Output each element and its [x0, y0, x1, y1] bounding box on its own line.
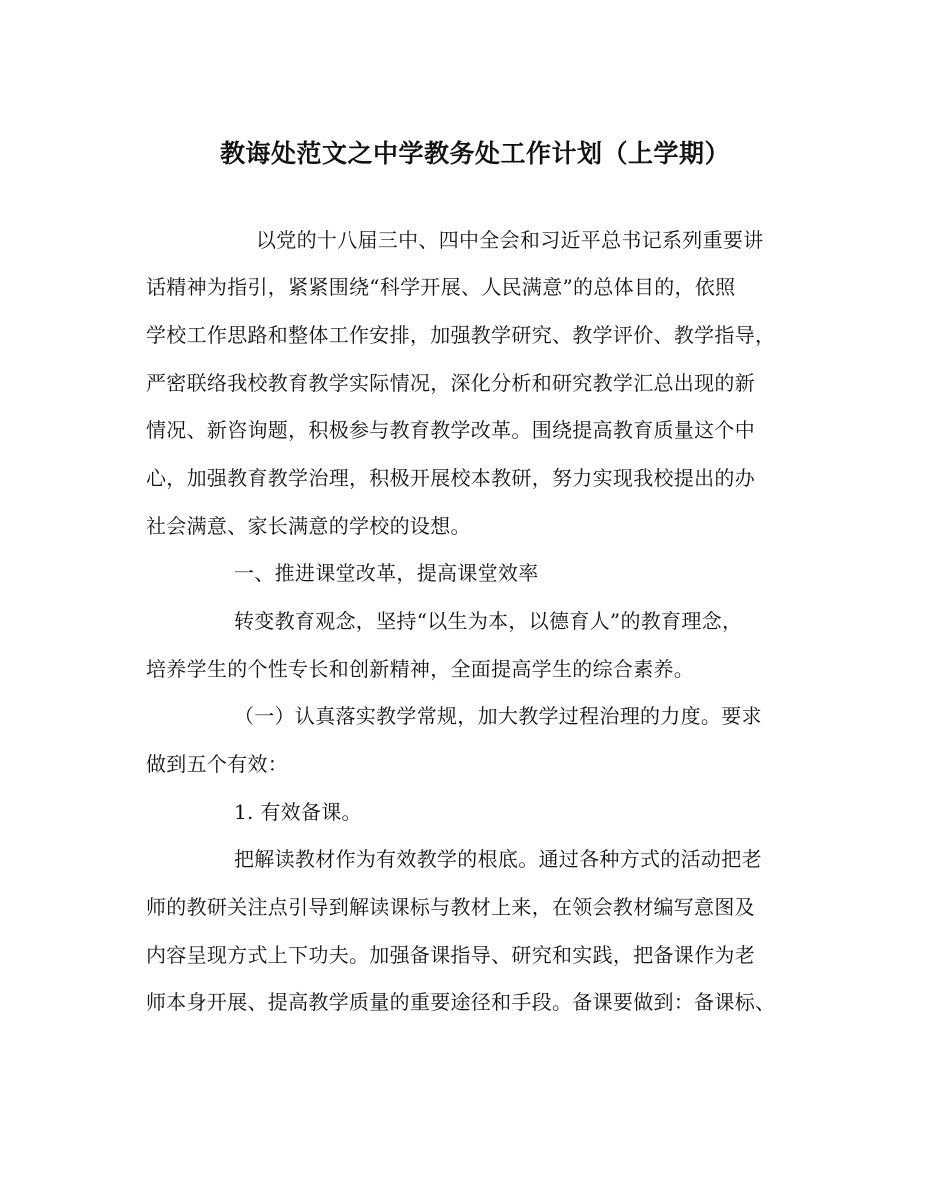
paragraph-line: 学校工作思路和整体工作安排，加强教学研究、教学评价、教学指导， [146, 323, 776, 347]
paragraph-line: 师本身开展、提高教学质量的重要途径和手段。备课要做到：备课标、 [146, 990, 776, 1014]
paragraph-line: 情况、新咨询题，积极参与教育教学改革。围绕提高教育质量这个中 [146, 418, 755, 442]
list-item-heading: 1. 有效备课。 [234, 800, 362, 824]
paragraph-line: 把解读教材作为有效教学的根底。通过各种方式的活动把老 [234, 847, 762, 871]
paragraph-line: 师的教研关注点引导到解读课标与教材上来，在领会教材编写意图及 [146, 895, 755, 919]
section-heading: 一、推进课堂改革，提高课堂效率 [234, 561, 539, 585]
paragraph-line: 以党的十八届三中、四中全会和习近平总书记系列重要讲 [256, 228, 764, 252]
paragraph-line: 转变教育观念，坚持“以生为本，以德育人”的教育理念， [234, 609, 743, 633]
paragraph-line: 做到五个有效： [146, 752, 289, 776]
paragraph-line: 内容呈现方式上下功夫。加强备课指导、研究和实践，把备课作为老 [146, 943, 755, 967]
paragraph-line: 心，加强教育教学治理，积极开展校本教研，努力实现我校提出的办 [146, 466, 755, 490]
paragraph-line: 话精神为指引，紧紧围绕“科学开展、人民满意”的总体目的，依照 [146, 275, 736, 299]
paragraph-line: 社会满意、家长满意的学校的设想。 [146, 514, 471, 538]
paragraph-line: 严密联络我校教育教学实际情况，深化分析和研究教学汇总出现的新 [146, 371, 755, 395]
paragraph-line: 培养学生的个性专长和创新精神，全面提高学生的综合素养。 [146, 657, 695, 681]
subsection-heading: （一）认真落实教学常规，加大教学过程治理的力度。要求 [234, 704, 762, 728]
document-title: 教诲处范文之中学教务处工作计划（上学期） [219, 139, 730, 168]
